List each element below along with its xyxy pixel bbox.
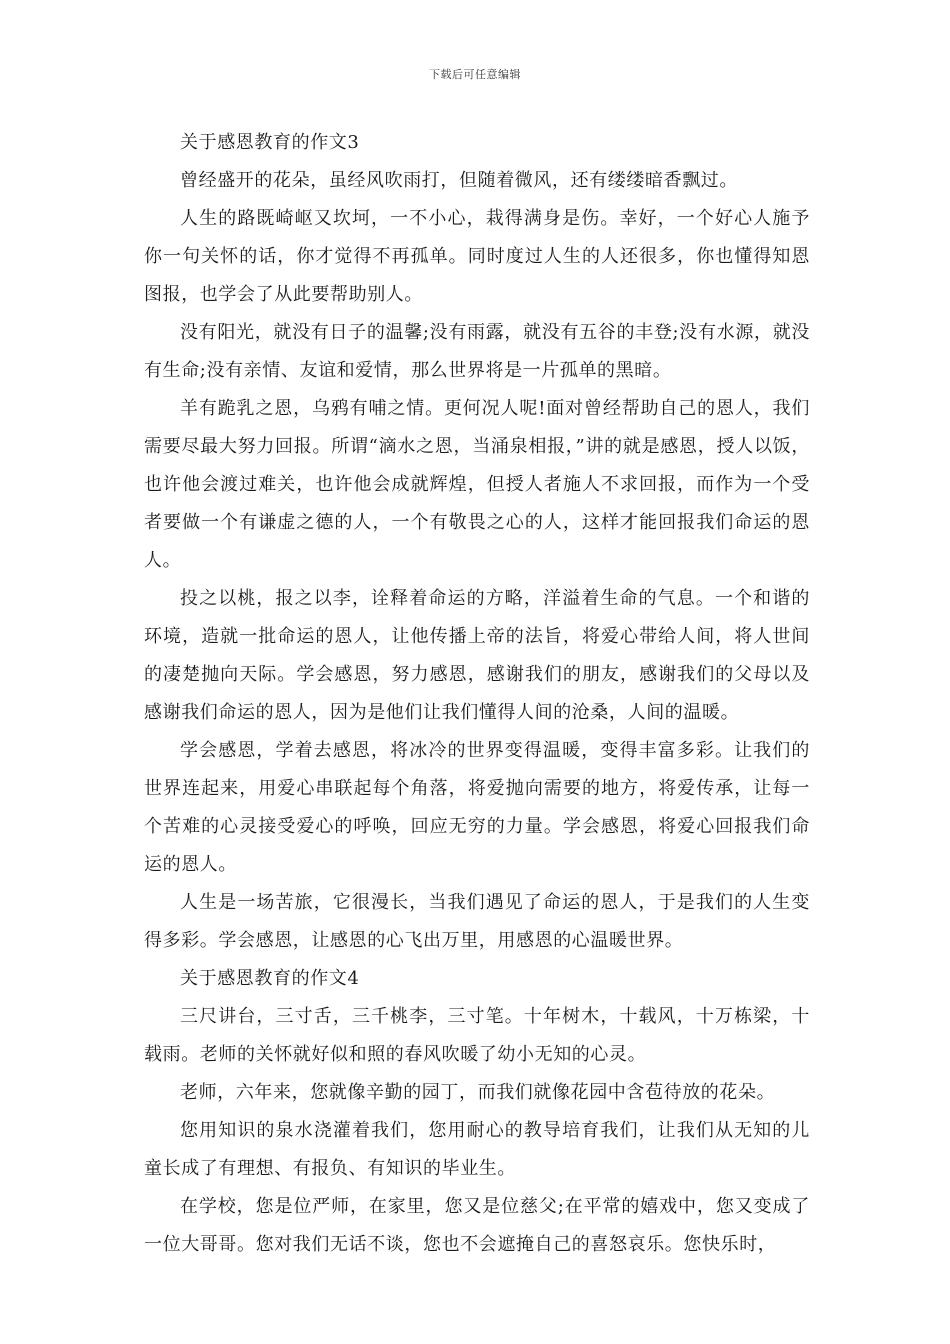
paragraph: 三尺讲台，三寸舌，三千桃李，三寸笔。十年树木，十载风，十万栋梁，十载雨。老师的关怀就好似和照的春风吹暖了幼小无知的心灵。 [144,1006,810,1065]
paragraph: 您用知识的泉水浇灌着我们，您用耐心的教导培育我们，让我们从无知的儿童长成了有理想、有报负、有知识的毕业生。 [144,1120,810,1179]
paragraph: 投之以桃，报之以李，诠释着命运的方略，洋溢着生命的气息。一个和谐的环境，造就一批命运的恩人，让他传播上帝的法旨，将爱心带给人间，将人世间的凄楚抛向天际。学会感恩，努力感恩，感谢我们的朋友，感谢我们的父母以及感谢我们命运的恩人，因为是他们让我们懂得人间的沧桑，人间的温暖。 [144,588,810,723]
paragraph: 老师，六年来，您就像辛勤的园丁，而我们就像花园中含苞待放的花朵。 [180,1082,776,1103]
paragraph: 人生的路既崎岖又坎坷，一不小心，栽得满身是伤。幸好，一个好心人施予你一句关怀的话，你才觉得不再孤单。同时度过人生的人还很多，你也懂得知恩图报，也学会了从此要帮助别人。 [144,208,810,305]
essay-title: 关于感恩教育的作文4 [180,968,360,989]
paragraph: 曾经盛开的花朵，虽经风吹雨打，但随着微风，还有缕缕暗香飘过。 [180,170,738,191]
paragraph: 学会感恩，学着去感恩，将冰冷的世界变得温暖，变得丰富多彩。让我们的世界连起来，用爱心串联起每个角落，将爱抛向需要的地方，将爱传承，让每一个苦难的心灵接受爱心的呼唤，回应无穷的力量。学会感恩，将爱心回报我们命运的恩人。 [144,740,810,875]
paragraph: 羊有跪乳之恩，乌鸦有哺之情。更何况人呢!面对曾经帮助自己的恩人，我们需要尽最大努力回报。所谓“滴水之恩，当涌泉相报，”讲的就是感恩，授人以饭，也许他会渡过难关，也许他会成就辉煌，但授人者施人不求回报，而作为一个受者要做一个有谦虚之德的人，一个有敬畏之心的人，这样才能回报我们命运的恩人。 [144,398,810,571]
essay-title: 关于感恩教育的作文3 [180,132,360,153]
document-body [144,124,810,1264]
paragraph: 在学校，您是位严师，在家里，您又是位慈父;在平常的嬉戏中，您又变成了一位大哥哥。您对我们无话不谈，您也不会遮掩自己的喜怒哀乐。您快乐时， [144,1196,810,1255]
paragraph: 没有阳光，就没有日子的温馨;没有雨露，就没有五谷的丰登;没有水源，就没有生命;没有亲情、友谊和爱情，那么世界将是一片孤单的黑暗。 [144,322,811,381]
paragraph: 人生是一场苦旅，它很漫长，当我们遇见了命运的恩人，于是我们的人生变得多彩。学会感恩，让感恩的心飞出万里，用感恩的心温暖世界。 [144,892,810,951]
page-header: 下载后可任意编辑 [429,68,521,81]
